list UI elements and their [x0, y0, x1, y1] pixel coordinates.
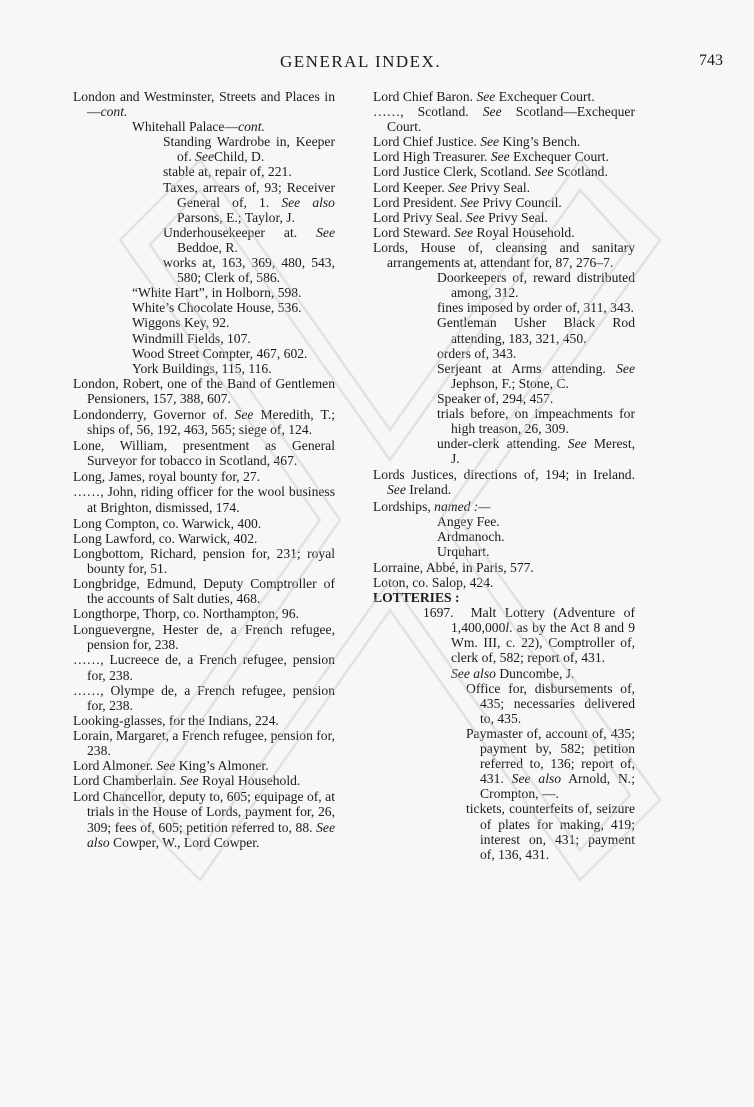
index-entry: Long Lawford, co. Warwick, 402. [73, 530, 258, 546]
index-entry: Lone, William, presentment as General Surveyor for tobacco in Scotland, 467. [73, 438, 335, 469]
index-entry: Standing Wardrobe in, Keeper of. SeeChild, D. [163, 134, 335, 165]
index-entry: Serjeant at Arms attending. See Jephson, F.; Stone, C. [437, 360, 635, 391]
index-entry: 1697. Malt Lottery (Adventure of 1,400,000l. as by the Act 8 and 9 Wm. III, c. 22), Comptroller of, clerk of, 582; report of, 431. [423, 605, 636, 666]
index-entry: under-clerk attending. See Merest, J. [437, 436, 635, 467]
index-entry: Lordships, named :— [373, 498, 491, 514]
index-entry: Speaker of, 294, 457. [437, 390, 554, 406]
index-entry: Longbottom, Richard, pension for, 231; royal bounty for, 51. [73, 545, 335, 576]
index-entry: Doorkeepers of, reward distributed among, 312. [437, 270, 635, 301]
index-entry: Lorraine, Abbé, in Paris, 577. [373, 559, 534, 575]
index-entry: Long, James, royal bounty for, 27. [73, 469, 261, 485]
index-entry: London, Robert, one of the Band of Gentlemen Pensioners, 157, 388, 607. [73, 375, 335, 406]
page-number: 743 [699, 52, 723, 69]
index-entry: London and Westminster, Streets and Places in—cont. [73, 89, 335, 120]
index-entry: Windmill Fields, 107. [132, 330, 251, 346]
index-entry: tickets, counterfeits of, seizure of plates for making, 419; interest on, 431; payment of, 136, 431. [466, 801, 635, 862]
index-entry: stable at, repair of, 221. [163, 164, 292, 180]
index-entry: Lord Chamberlain. See Royal Household. [73, 773, 301, 789]
index-entry: Angey Fee. [437, 513, 500, 529]
index-entry: White’s Chocolate House, 536. [132, 300, 302, 316]
index-entry: orders of, 343. [437, 345, 517, 361]
index-entry: York Buildings, 115, 116. [132, 360, 272, 376]
index-entry: Lord President. See Privy Council. [373, 194, 562, 210]
index-entry: Lord High Treasurer. See Exchequer Court. [373, 149, 609, 165]
page-header [0, 52, 754, 72]
index-entry: Longuevergne, Hester de, a French refugee, pension for, 238. [73, 622, 335, 653]
index-entry: ……, Lucreece de, a French refugee, pension for, 238. [73, 652, 335, 683]
index-entry: trials before, on impeachments for high treason, 26, 309. [437, 405, 635, 437]
index-entry: Lord Chief Baron. See Exchequer Court. [373, 89, 595, 104]
index-entry: Paymaster of, account of, 435; payment by, 582; petition referred to, 136; report of, 431. See also Arnold, N.; Crompton, —. [466, 725, 635, 802]
index-entry: Lord Keeper. See Privy Seal. [373, 179, 531, 195]
index-entry: fines imposed by order of, 311, 343. [437, 300, 634, 316]
index-entry: Wiggons Key, 92. [132, 315, 230, 331]
index-entry: Lord Chief Justice. See King’s Bench. [373, 134, 581, 150]
index-entry: Ardmanoch. [437, 528, 505, 544]
index-entry: Underhousekeeper at. See Beddoe, R. [163, 224, 335, 255]
index-entry: Lord Privy Seal. See Privy Seal. [373, 209, 548, 225]
index-entry: “White Hart”, in Holborn, 598. [132, 285, 302, 301]
index-entry: Looking-glasses, for the Indians, 224. [73, 712, 279, 728]
index-entry: Long Compton, co. Warwick, 400. [73, 515, 262, 531]
index-entry: Londonderry, Governor of. See Meredith, T.; ships of, 56, 192, 463, 565; siege of, 124. [73, 406, 335, 438]
index-entry: Whitehall Palace—cont. [132, 119, 265, 135]
running-title: GENERAL INDEX. [280, 52, 442, 71]
index-entry: Urquhart. [437, 543, 490, 559]
index-entry: Lord Chancellor, deputy to, 605; equipage of, at trials in the House of Lords, payment for, 26, 309; fees of, 605; petition referred to, 88. See also Cowper, W., Lord Cowper. [73, 789, 335, 850]
index-entry: works at, 163, 369, 480, 543, 580; Clerk of, 586. [163, 255, 335, 286]
index-entry: Lord Steward. See Royal Household. [373, 224, 575, 240]
index-entry: Longthorpe, Thorp, co. Northampton, 96. [73, 606, 299, 622]
index-entry: Longbridge, Edmund, Deputy Comptroller of the accounts of Salt duties, 468. [73, 576, 335, 607]
index-entry: See also Duncombe, J. [451, 665, 575, 681]
section-heading: LOTTERIES : [373, 590, 460, 606]
index-entry: Lord Justice Clerk, Scotland. See Scotland. [373, 164, 608, 180]
index-entry: Wood Street Compter, 467, 602. [132, 345, 308, 361]
index-entry: ……, John, riding officer for the wool business at Brighton, dismissed, 174. [73, 484, 335, 515]
index-entry: Lord Almoner. See King’s Almoner. [73, 758, 269, 774]
index-entry: Office for, disbursements of, 435; necessaries delivered to, 435. [466, 680, 635, 726]
index-entry: ……, Scotland. See Scotland—Exchequer Court. [373, 104, 635, 135]
index-entry: ……, Olympe de, a French refugee, pension for, 238. [73, 682, 335, 713]
left-column [73, 89, 335, 850]
index-entry: Lords Justices, directions of, 194; in Ireland. See Ireland. [373, 467, 635, 498]
index-entry: Lorain, Margaret, a French refugee, pension for, 238. [73, 727, 335, 759]
index-entry: Loton, co. Salop, 424. [373, 575, 494, 590]
index-entry: Lords, House of, cleansing and sanitary arrangements at, attendant for, 87, 276–7. [373, 239, 635, 271]
index-entry: Gentleman Usher Black Rod attending, 183, 321, 450. [437, 315, 635, 346]
index-entry: Taxes, arrears of, 93; Receiver General of, 1. See also Parsons, E.; Taylor, J. [163, 179, 335, 225]
right-column [373, 89, 635, 862]
